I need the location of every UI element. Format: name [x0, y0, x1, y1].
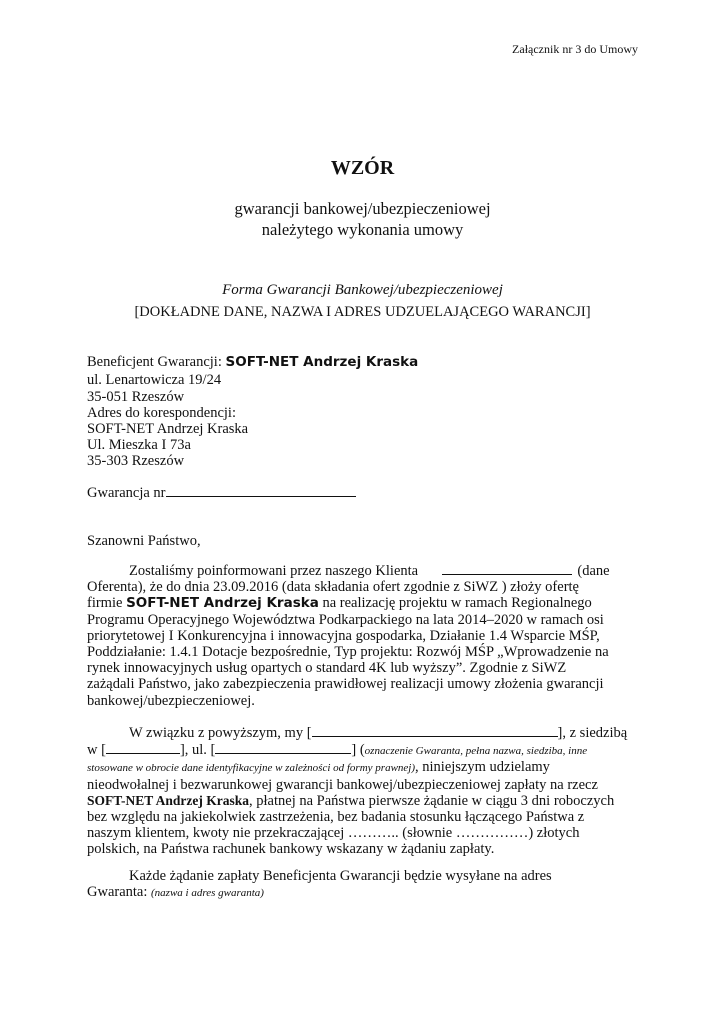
p2-line-3: stosowane w obrocie dane identyfikacyjne w zależności od formy prawnej), niniejszym udzielamy	[87, 759, 550, 776]
p1-line-4: Programu Operacyjnego Województwa Podkarpackiego na lata 2014–2020 w ramach osi	[87, 611, 604, 628]
p1-line-7: rynek innowacyjnych usług opartych o standard 4K lub wyższy”. Zgodnie z SiWZ	[87, 660, 567, 677]
beneficiary-line	[87, 354, 418, 371]
correspondence-city: 35-303 Rzeszów	[87, 453, 185, 469]
street-blank[interactable]	[215, 741, 351, 754]
company-name-bold-2: SOFT-NET Andrzej Kraska	[87, 792, 250, 808]
city-blank[interactable]	[106, 741, 180, 754]
page-title: WZÓR	[330, 157, 395, 179]
paragraph-3	[87, 868, 639, 901]
p2-line-7: naszym klientem, kwoty nie przekraczającej ……….. (słownie ……………) złotych	[87, 825, 580, 842]
p1-line-8: zażądali Państwo, jako zabezpieczenia prawidłowej realizacji umowy złożenia gwarancji	[87, 676, 604, 693]
correspondence-name: SOFT-NET Andrzej Kraska	[87, 421, 249, 437]
p2-line-2: w [ ], ul. [ ] (oznaczenie Gwaranta, pełna nazwa, siedziba, inne	[87, 742, 588, 759]
guarantor-blank[interactable]	[312, 724, 558, 737]
p1-line-1: Zostaliśmy poinformowani przez naszego Klienta (dane	[129, 563, 610, 579]
p2-line-8: polskich, na Państwa rachunek bankowy wskazany w żądaniu zapłaty.	[87, 841, 495, 858]
client-blank[interactable]	[442, 562, 572, 575]
guarantee-number-label: Gwarancja nr	[87, 485, 166, 501]
correspondence-street: Ul. Mieszka I 73a	[87, 437, 191, 453]
correspondence-label: Adres do korespondencji:	[87, 405, 236, 421]
p1-line-6: Poddziałanie: 1.4.1 Dotacje bezpośrednie, Typ projektu: Rozwój MŚP „Wprowadzenie na	[87, 644, 609, 661]
form-title: Forma Gwarancji Bankowej/ubezpieczeniowej	[222, 282, 503, 298]
p3-line-2: Gwaranta: (nazwa i adres gwaranta)	[87, 884, 264, 901]
p3-line-1: Każde żądanie zapłaty Beneficjenta Gwarancji będzie wysyłane na adres	[129, 868, 552, 884]
p1-line-5: priorytetowej I Konkurencyjna i innowacyjna gospodarka, Działanie 1.4 Wsparcie MŚP,	[87, 627, 600, 644]
p1-line-9: bankowej/ubezpieczeniowej.	[87, 692, 255, 709]
paragraph-1	[87, 562, 637, 709]
subtitle-line-1: gwarancji bankowej/ubezpieczeniowej	[234, 199, 491, 218]
p1-line-2: Oferenta), że do dnia 23.09.2016 (data składania ofert zgodnie z SiWZ ) złoży ofertę	[87, 579, 579, 596]
company-name-bold: SOFT-NET Andrzej Kraska	[126, 595, 319, 612]
p2-line-6: bez względu na jakiekolwiek zastrzeżenia, bez badania stosunku łączącego Państwa z	[87, 809, 585, 826]
p2-line-4: nieodwołalnej i bezwarunkowej gwarancji bankowej/ubezpieczeniowej zapłaty na rzecz	[87, 776, 598, 793]
subtitle-line-2: należytego wykonania umowy	[261, 220, 464, 239]
p1-line-3: firmie SOFT-NET Andrzej Kraska na realizację projektu w ramach Regionalnego	[87, 595, 592, 612]
beneficiary-label: Beneficjent Gwarancji:	[87, 354, 226, 370]
guarantee-number-line	[87, 484, 356, 502]
beneficiary-street: ul. Lenartowicza 19/24	[87, 372, 222, 388]
greeting: Szanowni Państwo,	[87, 533, 201, 549]
beneficiary-city: 35-051 Rzeszów	[87, 389, 185, 405]
p2-line-1: W związku z powyższym, my [ ], z siedzibą	[129, 725, 628, 741]
annex-label: Załącznik nr 3 do Umowy	[512, 42, 638, 56]
paragraph-2	[87, 724, 639, 858]
guarantee-number-blank[interactable]	[166, 484, 356, 497]
p2-line-5: SOFT-NET Andrzej Kraska, płatnej na Państwa pierwsze żądanie w ciągu 3 dni roboczych	[87, 792, 615, 809]
beneficiary-name: SOFT-NET Andrzej Kraska	[225, 354, 419, 370]
form-subtitle: [DOKŁADNE DANE, NAZWA I ADRES UDZUELAJĄCEGO WARANCJI]	[134, 304, 591, 320]
